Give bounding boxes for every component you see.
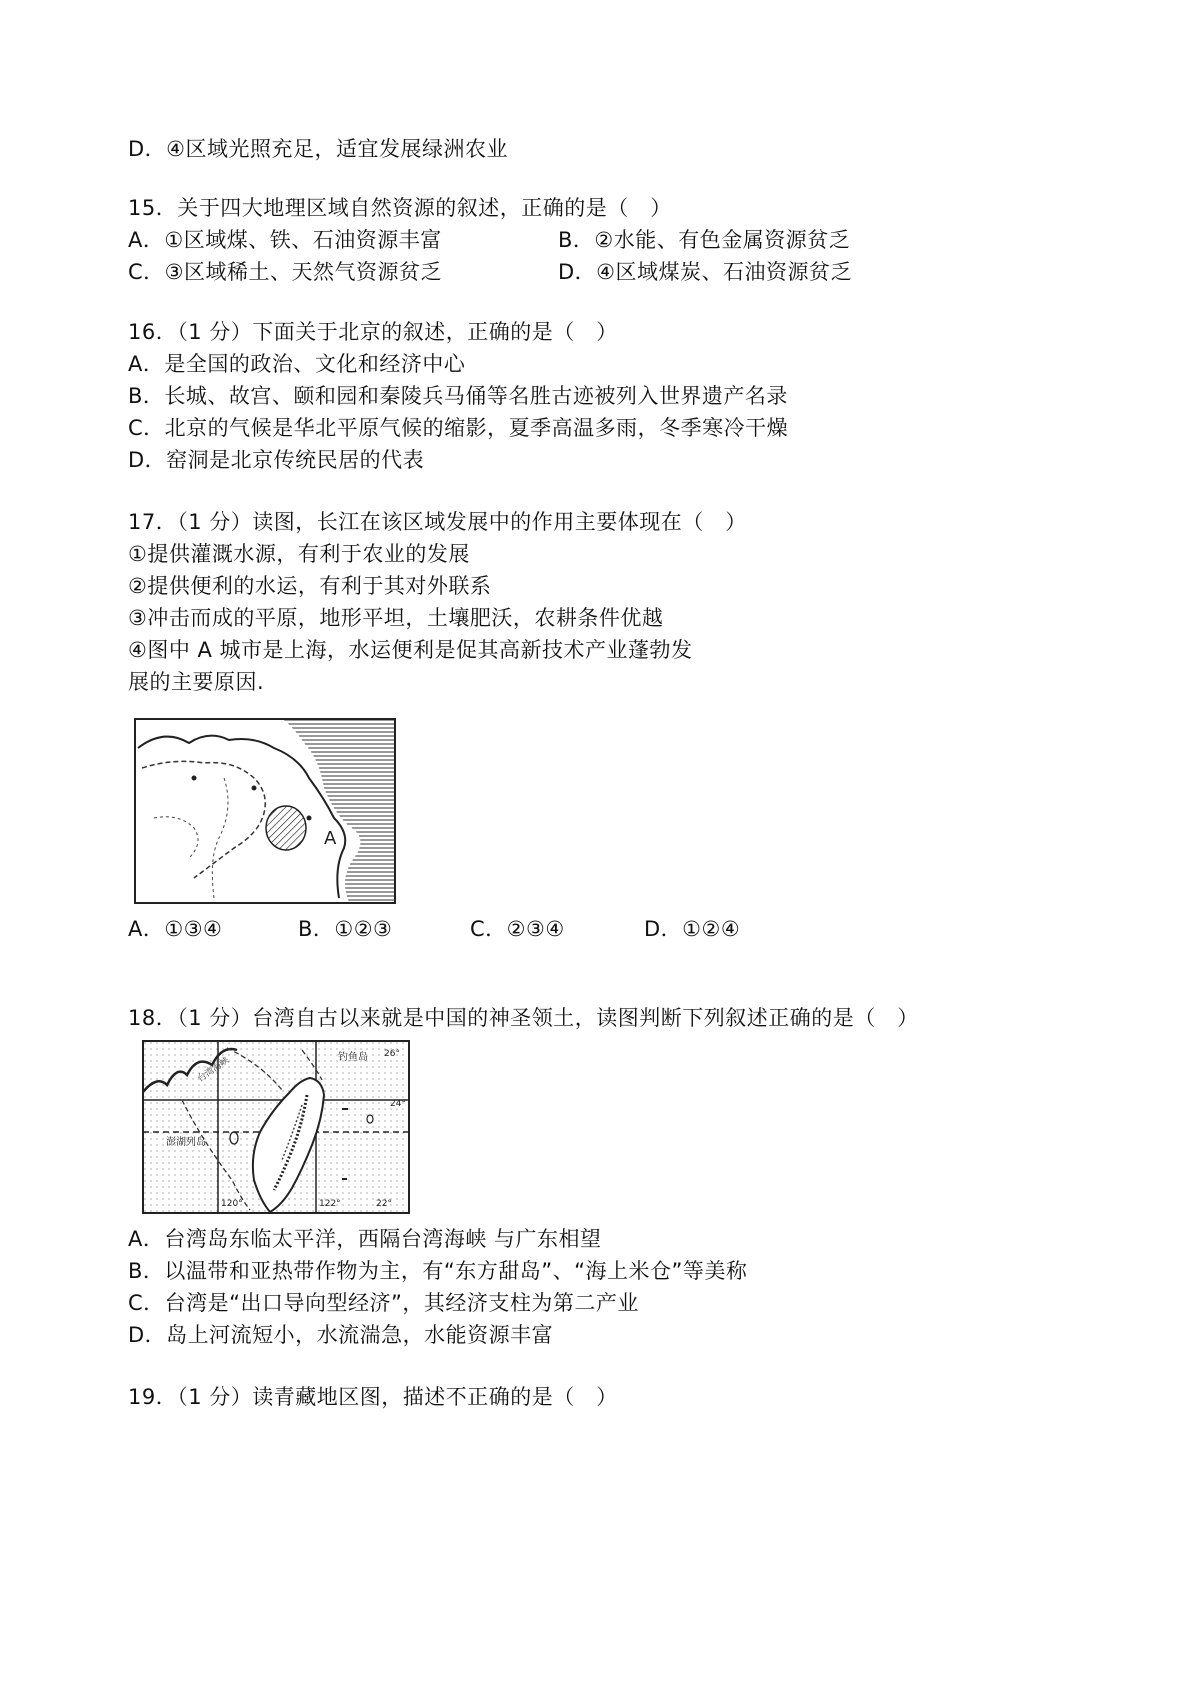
q18-option-b: B．以温带和亚热带作物为主，有“东方甜岛”、“海上米仓”等美称	[128, 1259, 748, 1283]
q18-stem: 18．（1 分）台湾自古以来就是中国的神圣领土，读图判断下列叙述正确的是（ ）	[128, 1006, 919, 1030]
q16-stem: 16．（1 分）下面关于北京的叙述，正确的是（ ）	[128, 320, 618, 344]
q17-statement-1: ①提供灌溉水源，有利于农业的发展	[128, 542, 470, 566]
q17-stem: 17．（1 分）读图，长江在该区域发展中的作用主要体现在（ ）	[128, 510, 747, 534]
q15-option-a: A．①区域煤、铁、石油资源丰富	[128, 228, 442, 252]
q17-yangtze-map	[134, 718, 396, 904]
q16-option-c: C．北京的气候是华北平原气候的缩影，夏季高温多雨，冬季寒冷干燥	[128, 416, 789, 440]
q18-option-d: D．岛上河流短小，水流湍急，水能资源丰富	[128, 1323, 554, 1347]
q17-option-a: A．①③④	[128, 917, 223, 941]
q18-map-label-lat24: 24°	[390, 1099, 406, 1109]
q18-map-label-lon122: 122°	[319, 1199, 341, 1209]
q18-map-label-penghu: 澎湖列岛	[166, 1137, 206, 1148]
q18-map-label-strait: 台湾海峡	[195, 1055, 232, 1085]
q18-map-label-lon120: 120°	[221, 1199, 243, 1209]
q16-option-a: A．是全国的政治、文化和经济中心	[128, 352, 466, 376]
q14-option-d: D．④区域光照充足，适宜发展绿洲农业	[128, 137, 508, 161]
q15-option-b: B．②水能、有色金属资源贫乏	[558, 228, 851, 252]
q19-stem: 19．（1 分）读青藏地区图，描述不正确的是（ ）	[128, 1385, 618, 1409]
q15-stem: 15．关于四大地理区域自然资源的叙述，正确的是（ ）	[128, 196, 672, 220]
q17-option-b: B．①②③	[298, 917, 393, 941]
q18-map-label-lat26: 26°	[384, 1049, 400, 1059]
q16-option-b: B．长城、故宫、颐和园和秦陵兵马俑等名胜古迹被列入世界遗产名录	[128, 384, 788, 408]
q15-option-d: D．④区域煤炭、石油资源贫乏	[558, 260, 852, 284]
q18-option-a: A．台湾岛东临太平洋，西隔台湾海峡 与广东相望	[128, 1227, 602, 1251]
q18-map-label-diaoyu: 钓鱼岛	[338, 1052, 368, 1063]
q17-statement-3: ③冲击而成的平原，地形平坦，土壤肥沃，农耕条件优越	[128, 606, 664, 630]
q18-map-label-lat22: 22°	[376, 1199, 392, 1209]
q17-statement-4: ④图中 A 城市是上海，水运便利是促其高新技术产业蓬勃发	[128, 638, 693, 662]
q17-statement-4-cont: 展的主要原因.	[128, 670, 265, 694]
q17-map-label-a: A	[324, 828, 337, 849]
q18-taiwan-map	[142, 1040, 410, 1214]
q17-statement-2: ②提供便利的水运，有利于其对外联系	[128, 574, 492, 598]
q18-option-c: C．台湾是“出口导向型经济”，其经济支柱为第二产业	[128, 1291, 639, 1315]
q17-option-d: D．①②④	[644, 917, 741, 941]
q15-option-c: C．③区域稀土、天然气资源贫乏	[128, 260, 442, 284]
q17-option-c: C．②③④	[470, 917, 565, 941]
q16-option-d: D．窑洞是北京传统民居的代表	[128, 448, 425, 472]
